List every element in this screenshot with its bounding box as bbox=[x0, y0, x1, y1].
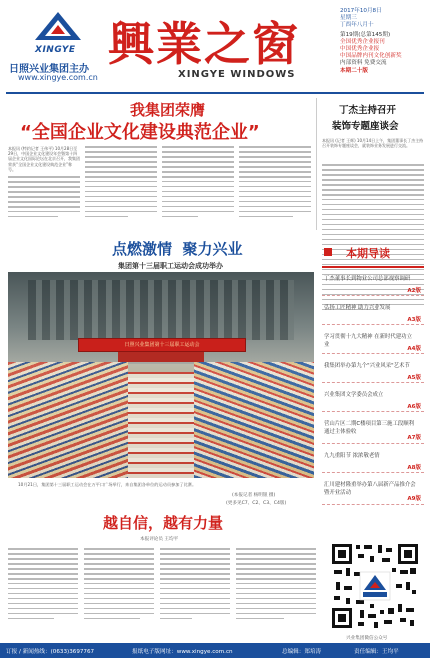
masthead bbox=[0, 0, 430, 96]
qr-code[interactable] bbox=[330, 542, 420, 630]
page-count: 本期二十版 bbox=[340, 67, 368, 74]
toc-item-page: A7版 bbox=[407, 435, 421, 441]
toc-panel bbox=[322, 240, 424, 536]
award-1: 全国优秀企业报刊 bbox=[340, 38, 385, 45]
toc-item-page: A3版 bbox=[407, 317, 421, 323]
photo-crowd-left bbox=[8, 362, 128, 478]
qr-code-icon bbox=[330, 542, 420, 630]
editorial-byline: 本报评论员 王均平 bbox=[140, 537, 179, 542]
toc-item-page: A9版 bbox=[407, 496, 421, 502]
photo-stage bbox=[118, 352, 204, 362]
issue-weekday: 星期三 bbox=[340, 15, 357, 22]
toc-item[interactable] bbox=[322, 478, 424, 505]
issue-info bbox=[340, 8, 426, 75]
feature-photo bbox=[8, 272, 314, 478]
toc-item-page: A8版 bbox=[407, 465, 421, 471]
logo-text: XINGYE bbox=[35, 45, 76, 55]
feature-credit-1: (本报记者 杨明银 摄) bbox=[232, 493, 276, 498]
toc-item[interactable] bbox=[322, 449, 424, 473]
toc-item[interactable] bbox=[322, 330, 424, 354]
issue-lunar: 丁酉年八月十 bbox=[340, 22, 374, 29]
toc-item-page: A4版 bbox=[407, 346, 421, 352]
masthead-rule bbox=[6, 92, 424, 94]
lead-headline-top: 我集团荣膺 bbox=[130, 101, 206, 119]
masthead-title-en: XINGYE WINDOWS bbox=[178, 69, 296, 80]
award-3: 中国品牌内刊文化创新奖 bbox=[340, 53, 402, 60]
footer-website[interactable]: 报纸电子版网址：www.xingye.com.cn bbox=[132, 649, 233, 655]
footer-editor: 总编辑：郑培涛 bbox=[282, 649, 322, 655]
feature-caption: 10月21日，集团第十三届职工运动会在万平口广场举行，来自集团各单位的运动员参加了比赛。 bbox=[18, 482, 197, 487]
internal-note: 内部资料 免费交流 bbox=[340, 60, 387, 67]
editorial-col1 bbox=[8, 548, 78, 623]
editorial-col4 bbox=[236, 548, 316, 623]
toc-header-text: 本期导读 bbox=[346, 247, 390, 260]
toc-item-page: A6版 bbox=[407, 404, 421, 410]
award-2: 中国优秀企业报 bbox=[340, 46, 380, 53]
toc-item[interactable] bbox=[322, 359, 424, 383]
toc-item-title: 丁杰董事长到物业公司总部视察调研 bbox=[324, 276, 411, 282]
lead-headline-main: “全国企业文化建设典范企业” bbox=[20, 122, 260, 143]
footer-bar bbox=[0, 643, 430, 658]
toc-item-title: 弘扬工匠精神 助力兴业发展 bbox=[324, 305, 391, 311]
lead-body-col3 bbox=[162, 146, 234, 221]
lead-body-col2 bbox=[85, 146, 157, 221]
qr-caption: 兴业集团微信公众号 bbox=[346, 636, 388, 641]
feature-subheadline: 集团第十三届职工运动会成功举办 bbox=[118, 262, 223, 270]
toc-header bbox=[322, 240, 424, 268]
toc-item[interactable] bbox=[322, 388, 424, 412]
toc-header-icon bbox=[324, 248, 332, 256]
issue-date: 2017年10月8日 bbox=[340, 8, 382, 14]
toc-item[interactable] bbox=[322, 417, 424, 444]
photo-windows bbox=[28, 280, 294, 340]
toc-item-page: A5版 bbox=[407, 375, 421, 381]
toc-item-title: 学习贯彻十九大精神 在新时代建功立业 bbox=[324, 334, 412, 348]
photo-crowd-right bbox=[194, 362, 314, 478]
feature-headline: 点燃激情 聚力兴业 bbox=[112, 240, 243, 258]
photo-banner-text: 日照兴业集团第十三届职工运动会 bbox=[124, 342, 200, 348]
sponsor-text: 日照兴业集团主办 bbox=[9, 64, 89, 75]
toc-item-title: 我集团举办第九个"兴业风采"艺术节 bbox=[324, 363, 410, 369]
issue-number: 第19期(总第145期) bbox=[340, 31, 391, 38]
xingye-logo-icon bbox=[33, 10, 83, 46]
toc-item-title: 九九重阳节 浓浓敬老情 bbox=[324, 453, 380, 459]
footer-hotline: 订报 / 新闻热线：(0633)3697767 bbox=[6, 649, 95, 655]
toc-item-title: 营山片区二期C楼项目第三施工段顺利通过主体验收 bbox=[324, 421, 415, 435]
sidebar-title-2: 装饰专题座谈会 bbox=[332, 121, 399, 132]
photo-performers bbox=[128, 372, 194, 478]
editorial-col3 bbox=[160, 548, 230, 623]
toc-item-title: 汇川建材隆重举办第八届新产品推介会暨开业活动 bbox=[324, 482, 416, 496]
masthead-title: 興業之窗 bbox=[108, 17, 300, 71]
lead-body-col4 bbox=[239, 146, 311, 221]
lead-body-col1 bbox=[8, 176, 80, 221]
photo-banner bbox=[78, 338, 246, 352]
sidebar-title-1: 丁杰主持召开 bbox=[339, 105, 397, 116]
toc-list bbox=[322, 272, 424, 532]
website-text: www.xingye.com.cn bbox=[18, 73, 98, 82]
toc-item-page: A2版 bbox=[407, 288, 421, 294]
sidebar-body-intro: 本报讯 (记者 王辉) 10月14日上午，集团董事长丁杰主持召开装饰专题座谈会，就装饰业务发展进行交流。 bbox=[322, 138, 424, 149]
feature-credit-2: (更多见C7、C2、C3、C4版) bbox=[226, 501, 287, 506]
editorial-col2 bbox=[84, 548, 154, 623]
editorial-headline: 越自信，越有力量 bbox=[103, 514, 224, 532]
toc-item[interactable] bbox=[322, 301, 424, 325]
lead-body-intro: 本报讯 (特约记者 王伟平) 10月28日至29日，中国企业文化建设年会暨第十四届企业文化国际论坛在北京召开，我集团荣获“全国企业文化建设典范企业”称号。 bbox=[8, 146, 80, 172]
toc-item-title: 兴业集团文学委员会成立 bbox=[324, 392, 384, 398]
footer-layout-editor: 责任编辑：王均平 bbox=[354, 649, 399, 655]
toc-item[interactable] bbox=[322, 272, 424, 296]
column-divider bbox=[316, 98, 317, 230]
